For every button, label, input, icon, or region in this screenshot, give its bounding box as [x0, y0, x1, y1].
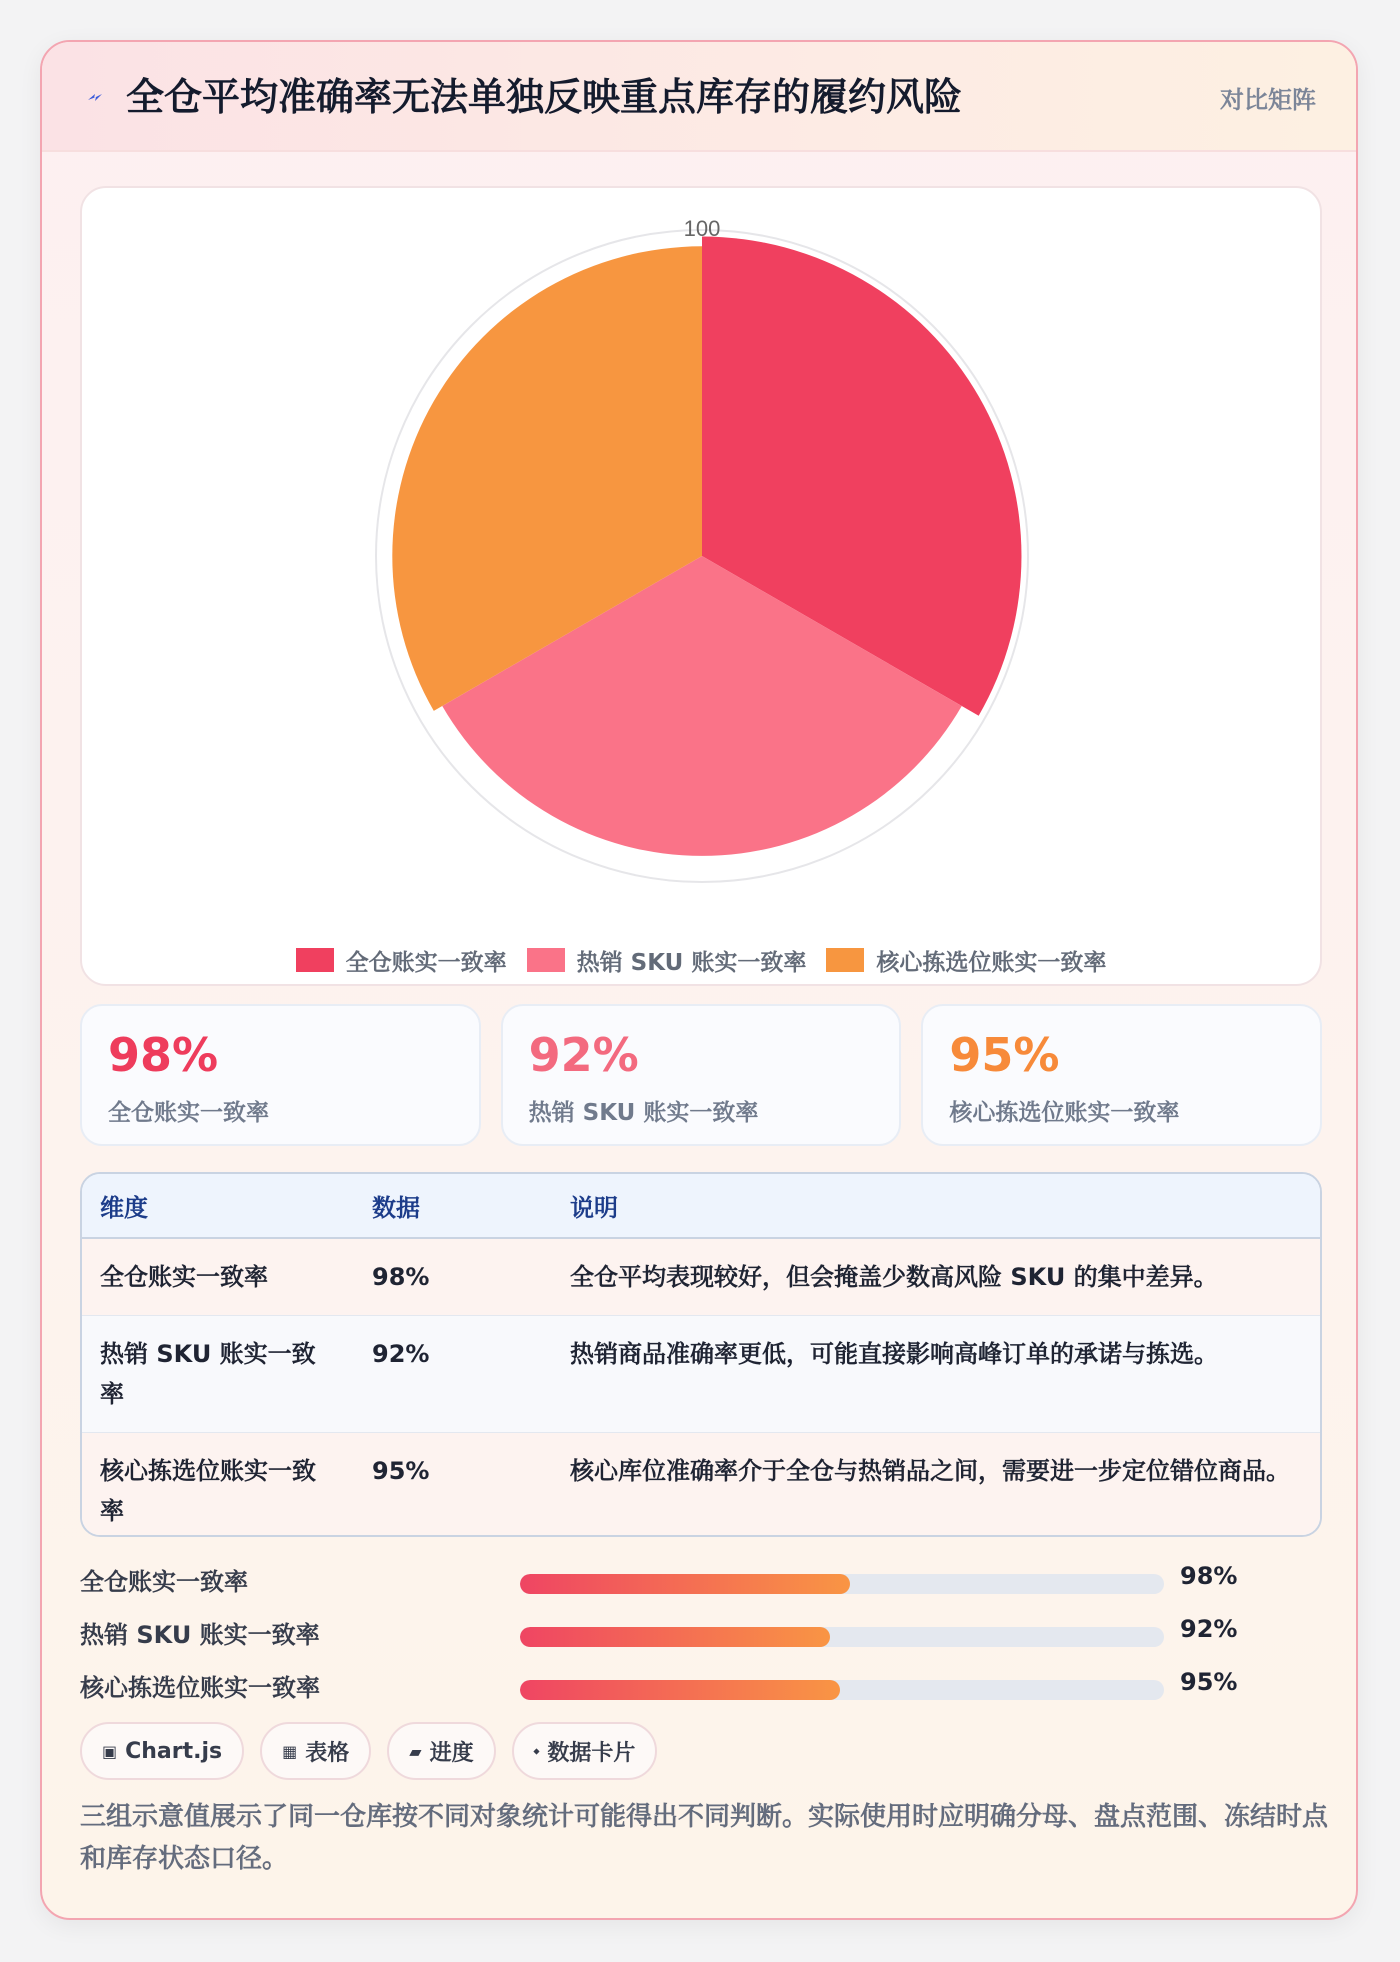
card — [40, 40, 1358, 1920]
footnote: 三组示意值展示了同一仓库按不同对象统计可能得出不同判断。实际使用时应明确分母、盘点范围、冻结时点和库存状态口径。 — [80, 1802, 1329, 1874]
progress-value: 95% — [1180, 1668, 1238, 1696]
progress-row — [80, 1615, 1322, 1668]
column-header: 数据 — [354, 1174, 552, 1238]
kpi-label: 核心拣选位账实一致率 — [949, 1100, 1180, 1126]
table-row — [82, 1433, 1320, 1538]
kpi-value: 95% — [949, 1028, 1060, 1082]
column-header: 说明 — [552, 1174, 1320, 1238]
page-title: 全仓平均准确率无法单独反映重点库存的履约风险 — [126, 75, 963, 119]
table-cell: 92% — [354, 1316, 552, 1433]
legend-label: 全仓账实一致率 — [345, 949, 507, 976]
progress-list — [80, 1562, 1322, 1721]
progress-fill — [520, 1574, 850, 1594]
tag-data-card[interactable] — [512, 1722, 658, 1780]
table-cell: 热销 SKU 账实一致率 — [82, 1316, 354, 1433]
progress-label: 热销 SKU 账实一致率 — [80, 1621, 320, 1649]
table-row — [82, 1238, 1320, 1316]
legend-swatch — [527, 948, 565, 972]
progress-value: 98% — [1180, 1562, 1238, 1590]
tag-progress[interactable] — [387, 1722, 495, 1780]
chart-panel — [80, 186, 1322, 986]
legend-label: 核心拣选位账实一致率 — [876, 949, 1107, 976]
kpi-value: 92% — [528, 1028, 639, 1082]
legend-item[interactable] — [296, 944, 507, 977]
tag-table[interactable] — [260, 1722, 371, 1780]
table-cell: 95% — [354, 1433, 552, 1538]
kpi-card — [501, 1004, 902, 1146]
legend-item[interactable] — [826, 944, 1106, 977]
comparison-table — [80, 1172, 1322, 1537]
table-cell: 热销商品准确率更低，可能直接影响高峰订单的承诺与拣选。 — [552, 1316, 1320, 1433]
kpi-card — [921, 1004, 1322, 1146]
tag-label: 表格 — [305, 1740, 350, 1766]
progress-label: 全仓账实一致率 — [80, 1568, 248, 1596]
progress-track — [520, 1574, 1164, 1594]
table-row — [82, 1316, 1320, 1433]
tag-label: 数据卡片 — [547, 1740, 636, 1766]
lightning-icon — [82, 82, 108, 112]
legend-swatch — [296, 948, 334, 972]
table-cell: 全仓账实一致率 — [82, 1238, 354, 1316]
progress-track — [520, 1680, 1164, 1700]
kpi-label: 全仓账实一致率 — [108, 1100, 269, 1126]
kpi-value: 98% — [108, 1028, 219, 1082]
table-header-row — [82, 1174, 1320, 1238]
tag-chartjs[interactable] — [80, 1722, 244, 1780]
progress-fill — [520, 1680, 840, 1700]
progress-icon: ▰ — [409, 1741, 422, 1761]
kpi-label: 热销 SKU 账实一致率 — [528, 1100, 759, 1126]
progress-row — [80, 1562, 1322, 1615]
table-cell: 98% — [354, 1238, 552, 1316]
table-icon: ▦ — [282, 1741, 298, 1761]
table-cell: 核心拣选位账实一致率 — [82, 1433, 354, 1538]
legend-item[interactable] — [527, 944, 807, 977]
polar-area-chart — [82, 188, 1320, 938]
progress-fill — [520, 1627, 830, 1647]
tag-list — [80, 1722, 657, 1780]
table-cell: 全仓平均表现较好，但会掩盖少数高风险 SKU 的集中差异。 — [552, 1238, 1320, 1316]
kpi-card — [80, 1004, 481, 1146]
progress-label: 核心拣选位账实一致率 — [80, 1674, 320, 1702]
column-header: 维度 — [82, 1174, 354, 1238]
radial-tick-label: 100 — [683, 216, 721, 241]
tag-label: Chart.js — [125, 1738, 223, 1764]
view-badge: 对比矩阵 — [1220, 86, 1316, 114]
header — [42, 42, 1356, 152]
diamond-icon: ⬩ — [533, 1741, 540, 1760]
table-cell: 核心库位准确率介于全仓与热销品之间，需要进一步定位错位商品。 — [552, 1433, 1320, 1538]
chart-icon: ▣ — [102, 1741, 118, 1761]
legend-label: 热销 SKU 账实一致率 — [576, 949, 807, 976]
tag-label: 进度 — [429, 1740, 474, 1766]
progress-value: 92% — [1180, 1615, 1238, 1643]
legend-swatch — [826, 948, 864, 972]
kpi-cards — [80, 1004, 1322, 1146]
progress-track — [520, 1627, 1164, 1647]
chart-legend — [82, 944, 1320, 976]
progress-row — [80, 1668, 1322, 1721]
